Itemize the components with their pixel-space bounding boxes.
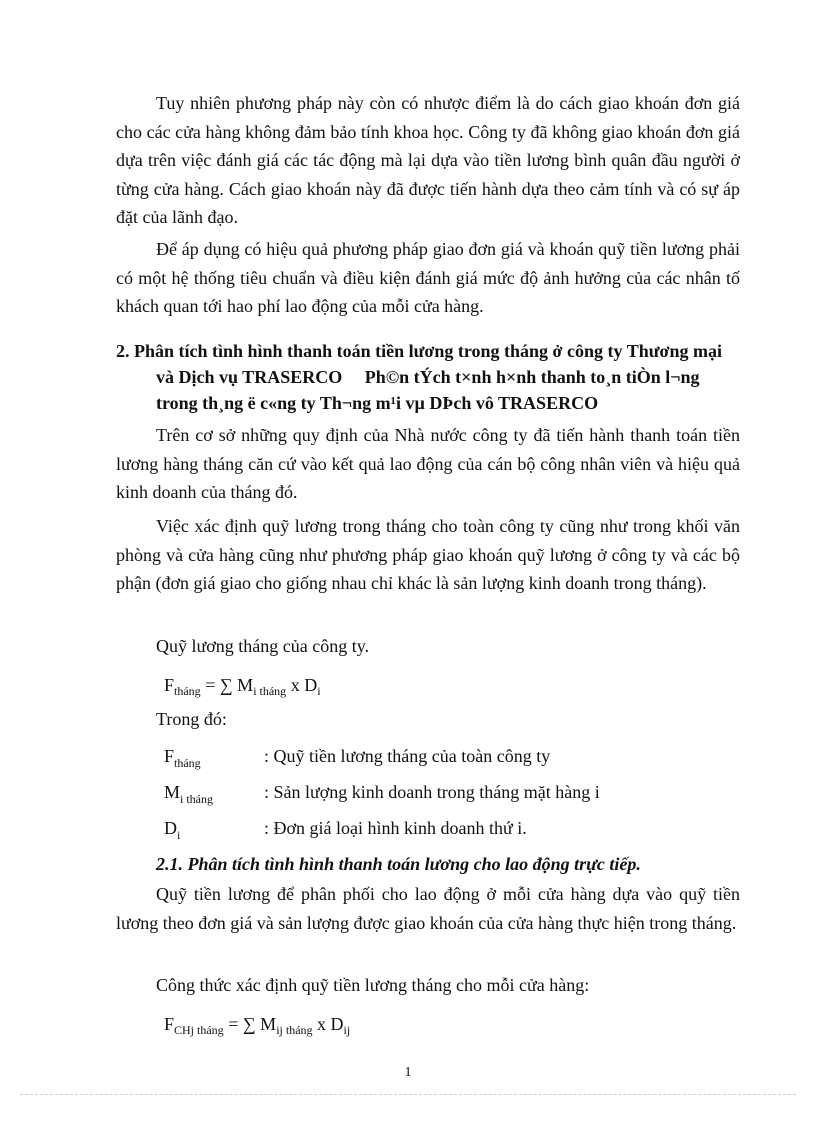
paragraph-where: Trong đó: [156, 709, 227, 729]
paragraph-direct-labor: Quỹ tiền lương để phân phối cho lao động ở mỗi cửa hàng dựa vào quỹ tiền lương theo đơn giá và sản lượng được giao khoán của cửa hàng thực hiện trong tháng. [116, 884, 740, 933]
section-heading-2-1: 2.1. Phân tích tình hình thanh toán lương cho lao động trực tiếp. [156, 854, 641, 874]
formula-store-fund: $F_{CHj tháng}$ = ∑ $M_{ij tháng}$ x $D_{ij}$ [164, 1014, 351, 1037]
definition-symbol-d: $D_i$ [164, 818, 181, 842]
paragraph-limitations: Tuy nhiên phương pháp này còn có nhược điểm là do cách giao khoán đơn giá cho các cửa hàng không đảm bảo tính khoa học. Công ty đã không giao khoán đơn giá dựa trên việc đánh giá các tác động mà lại dựa vào tiền lương bình quân đầu người ở từng cửa hàng. Cách giao khoán này đã được tiến hành dựa theo cảm tính và có sự áp đặt của lãnh đạo. [116, 93, 740, 227]
section-heading-2 [116, 338, 740, 416]
paragraph-store-formula-intro: Công thức xác định quỹ tiền lương tháng cho mỗi cửa hàng: [156, 975, 590, 995]
definition-text-d: : Đơn giá loại hình kinh doanh thứ i. [264, 818, 527, 838]
paragraph-fund-determination: Việc xác định quỹ lương trong tháng cho toàn công ty cũng như trong khối văn phòng và cửa hàng cũng như phương pháp giao khoán quỹ lương ở công ty và các bộ phận (đơn giá giao cho giống nhau chỉ khác là sản lượng kinh doanh trong tháng). [116, 516, 740, 593]
section-title: Phân tích tình hình thanh toán tiền lương trong tháng ở công ty Thương mại và Dịch vụ TRASERCO [134, 341, 722, 387]
definition-symbol-m: $M_{i tháng}$ [164, 782, 214, 806]
formula-company-fund: $F_{tháng}$ = ∑ $M_{i tháng}$ x $D_i$ [164, 675, 321, 698]
section-number: 2. [116, 341, 130, 361]
section-title-garbled: Ph©n tÝch t×nh h×nh thanh to¸n tiÒn l¬ng trong th¸ng ë c«ng ty Th¬ng m¹i vµ DÞch vô TRASERCO [156, 367, 700, 413]
footer-divider [20, 1094, 796, 1095]
page-number: 1 [404, 1065, 412, 1080]
definition-text-m: : Sản lượng kinh doanh trong tháng mặt hàng i [264, 782, 600, 802]
paragraph-application: Để áp dụng có hiệu quả phương pháp giao đơn giá và khoán quỹ tiền lương phải có một hệ thống tiêu chuẩn và điều kiện đánh giá mức độ ảnh hưởng của các nhân tố khách quan tới hao phí lao động của mỗi cửa hàng. [116, 239, 740, 316]
paragraph-monthly-fund: Quỹ lương tháng của công ty. [156, 636, 370, 656]
definition-symbol-f: $F_{tháng}$ [164, 746, 201, 770]
definition-text-f: : Quỹ tiền lương tháng của toàn công ty [264, 746, 551, 766]
paragraph-basis: Trên cơ sở những quy định của Nhà nước công ty đã tiến hành thanh toán tiền lương hàng tháng căn cứ vào kết quả lao động của cán bộ công nhân viên và hiệu quả kinh doanh của tháng đó. [116, 425, 740, 502]
